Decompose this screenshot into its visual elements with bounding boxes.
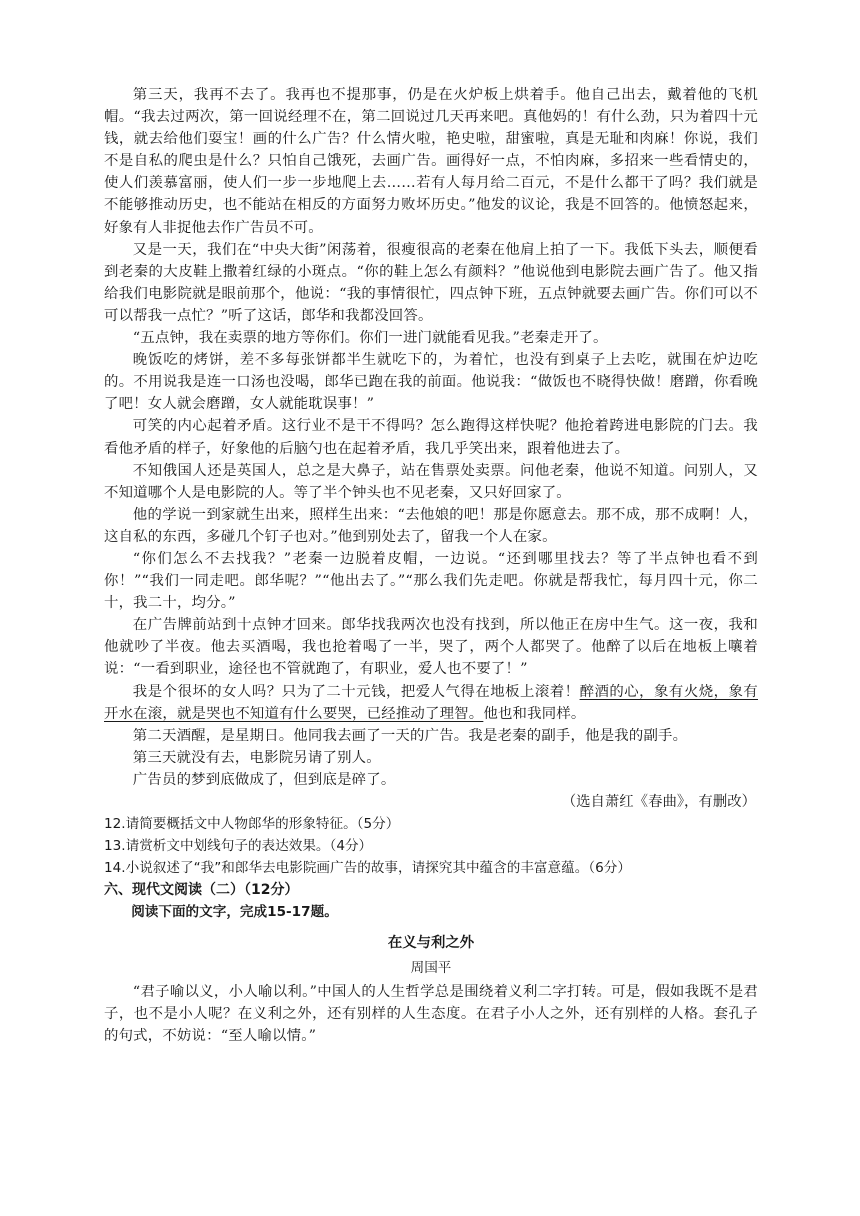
story-passage <box>104 84 758 791</box>
exam-page <box>104 84 758 1047</box>
story-paragraph <box>104 327 758 349</box>
paragraph-text: 第三天就没有去，电影院另请了别人。 <box>132 749 381 766</box>
story-paragraph <box>104 681 758 725</box>
story-paragraph <box>104 239 758 327</box>
question-14: 14.小说叙述了“我”和郎华去电影院画广告的故事，请探究其中蕴含的丰富意蕴。（6分） <box>104 860 631 876</box>
story-paragraph <box>104 548 758 614</box>
article-paragraph: “君子喻以义，小人喻以利。”中国人的人生哲学总是围绕着义利二字打转。可是，假如我既不是君子，也不是小人呢？在义利之外，还有别样的人生态度。在君子小人之外，还有别样的人格。套孔子的句式，不妨说：“至人喻以情。” <box>104 984 758 1045</box>
question-12: 12.请简要概括文中人物郎华的形象特征。（5分） <box>104 816 400 832</box>
story-paragraph <box>104 349 758 415</box>
story-paragraph <box>104 504 758 548</box>
paragraph-text: “你们怎么不去找我？”老秦一边脱着皮帽，一边说。“还到哪里找去？等了半点钟也看不到你！”“我们一同走吧。郎华呢？”“他出去了。”“那么我们先走吧。你就是帮我忙，每月四十元，你二十，我二十，均分。” <box>104 550 758 612</box>
story-source: （选自萧红《春曲》，有删改） <box>561 794 756 810</box>
story-paragraph <box>104 769 758 791</box>
paragraph-text: 我是个很坏的女人吗？只为了二十元钱，把爱人气得在地板上滚着！ <box>132 683 580 700</box>
section-instruction: 阅读下面的文字，完成15-17题。 <box>131 904 338 920</box>
paragraph-text: 可笑的内心起着矛盾。这行业不是干不得吗？怎么跑得这样快呢？他抢着跨进电影院的门去。我看他矛盾的样子，好象他的后脑勺也在起着矛盾，我几乎笑出来，跟着他进去了。 <box>104 418 758 457</box>
section-heading: 六、现代文阅读（二）（12分） <box>104 882 299 898</box>
story-paragraph <box>104 84 758 239</box>
paragraph-text: 在广告牌前站到十点钟才回来。郎华找我两次也没有找到，所以他正在房中生气。这一夜，我和他就吵了半夜。他去买酒喝，我也抢着喝了一半，哭了，两个人都哭了。他醉了以后在地板上嚷着说：“一看到职业，途径也不管就跑了，有职业，爱人也不要了！” <box>104 617 758 678</box>
question-13: 13.请赏析文中划线句子的表达效果。（4分） <box>104 838 373 854</box>
story-paragraph <box>104 725 758 747</box>
story-paragraph <box>104 614 758 680</box>
paragraph-text: 第二天酒醒，是星期日。他同我去画了一天的广告。我是老秦的副手，他是我的副手。 <box>132 727 688 744</box>
paragraph-text: 晚饭吃的烤饼，差不多每张饼都半生就吃下的，为着忙，也没有到桌子上去吃，就围在炉边吃的。不用说我是连一口汤也没喝，郎华已跑在我的前面。他说我：“做饭也不晓得快做！磨蹭，你看晚了吧！女人就会磨蹭，女人就能耽误事！” <box>104 352 758 413</box>
story-paragraph <box>104 460 758 504</box>
paragraph-text: 不知俄国人还是英国人，总之是大鼻子，站在售票处卖票。问他老秦，他说不知道。问别人，又不知道哪个人是电影院的人。等了半个钟头也不见老秦，又只好回家了。 <box>104 462 758 501</box>
paragraph-text: 第三天，我再不去了。我再也不提那事，仍是在火炉板上烘着手。他自己出去，戴着他的飞机帽。“我去过两次，第一回说经理不在，第二回说过几天再来吧。真他妈的！有什么劲，只为着四十元钱，就去给他们耍宝！画的什么广告？什么情火啦，艳史啦，甜蜜啦，真是无耻和肉麻！你说，我们不是自私的爬虫是什么？只怕自己饿死，去画广告。画得好一点，不怕肉麻，多招来一些看情史的，使人们羡慕富丽，使人们一步一步地爬上去……若有人每月给二百元，不是什么都干了吗？我们就是不能够推动历史，也不能站在相反的方面努力败坏历史。”他发的议论，我是不回答的。他愤怒起来，好象有人非捉他去作广告员不可。 <box>104 87 758 236</box>
underlined-sentence: 醉酒的心，象有火烧，象有开水在滚，就是哭也不知道有什么要哭，已经推动了理智。 <box>104 683 758 722</box>
paragraph-text: 又是一天，我们在“中央大街”闲荡着，很瘦很高的老秦在他肩上拍了一下。我低下头去，顺便看到老秦的大皮鞋上撒着红绿的小斑点。“你的鞋上怎么有颜料？”他说他到电影院去画广告了。他又指给我们电影院就是眼前那个，他说：“我的事情很忙，四点钟下班，五点钟就要去画广告。你们可以不可以帮我一点忙？”听了这话，郎华和我都没回答。 <box>104 241 758 324</box>
story-paragraph <box>104 415 758 459</box>
paragraph-text: 他也和我同样。 <box>483 705 586 722</box>
paragraph-text: 广告员的梦到底做成了，但到底是碎了。 <box>132 771 396 788</box>
paragraph-text: “五点钟，我在卖票的地方等你们。你们一进门就能看见我。”老秦走开了。 <box>132 330 608 347</box>
article-author: 周国平 <box>410 960 452 976</box>
paragraph-text: 他的学说一到家就生出来，照样生出来：“去他娘的吧！那是你愿意去。那不成，那不成啊！人，这自私的东西，多碰几个钉子也对。”他到别处去了，留我一个人在家。 <box>104 506 758 545</box>
article-title: 在义与利之外 <box>387 935 475 951</box>
story-paragraph <box>104 747 758 769</box>
